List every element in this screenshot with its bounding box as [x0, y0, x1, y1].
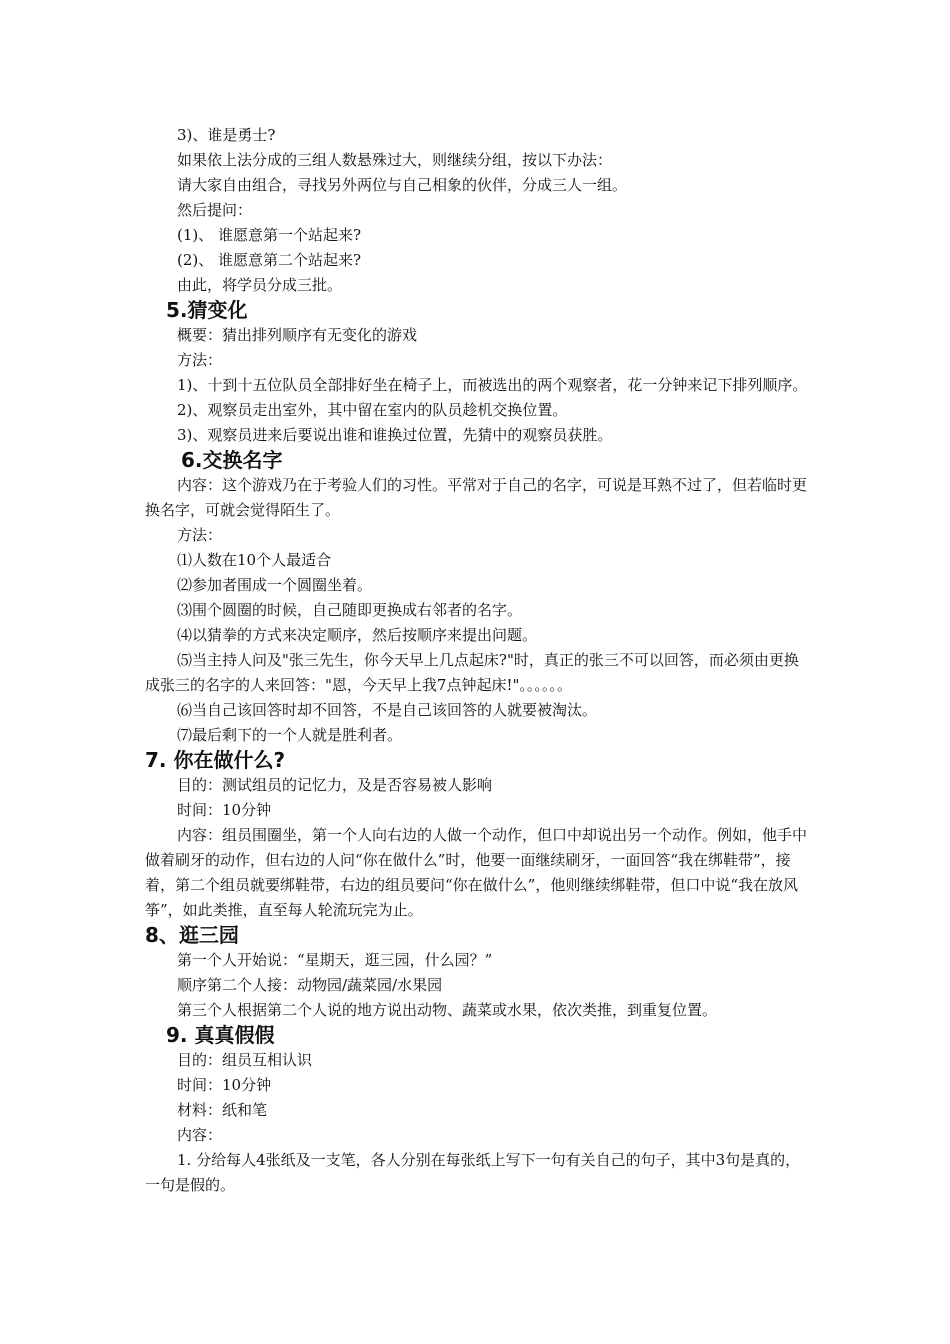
section-7 — [0, 748, 950, 923]
paragraph: 1)、十到十五位队员全部排好坐在椅子上，而被选出的两个观察者，花一分钟来记下排列顺序。 — [177, 376, 808, 394]
paragraph: 3)、谁是勇士? — [177, 126, 276, 144]
paragraph: 目的：测试组员的记忆力，及是否容易被人影响 — [177, 776, 493, 794]
paragraph: 第一个人开始说：“星期天，逛三园，什么园？” — [177, 951, 493, 969]
paragraph: 内容：这个游戏乃在于考验人们的习性。平常对于自己的名字，可说是耳熟不过了，但若临时更换名字，可就会觉得陌生了。 — [145, 476, 808, 519]
paragraph: 3)、观察员进来后要说出谁和谁换过位置，先猜中的观察员获胜。 — [177, 426, 613, 444]
paragraph: ⑸当主持人问及"张三先生，你今天早上几点起床?"时，真正的张三不可以回答，而必须由更换成张三的名字的人来回答："恩，今天早上我7点钟起床!"。。。。。。 — [145, 651, 799, 694]
paragraph: ⑷以猜拳的方式来决定顺序，然后按顺序来提出问题。 — [177, 626, 538, 644]
paragraph: ⑴人数在10个人最适合 — [177, 551, 332, 569]
paragraph: 材料：纸和笔 — [177, 1101, 268, 1119]
paragraph: ⑶围个圆圈的时候，自己随即更换成右邻者的名字。 — [177, 601, 523, 619]
section-heading: 6.交换名字 — [181, 448, 283, 472]
paragraph: 方法： — [177, 351, 223, 369]
section-heading: 7. 你在做什么? — [145, 748, 286, 772]
section-8 — [0, 923, 950, 1023]
section-4-tail — [0, 123, 950, 298]
paragraph: 时间：10分钟 — [177, 1076, 272, 1094]
paragraph: 1. 分给每人4张纸及一支笔，各人分别在每张纸上写下一句有关自己的句子，其中3句是真的，一句是假的。 — [145, 1151, 801, 1194]
paragraph: 方法： — [177, 526, 223, 544]
section-9 — [0, 1023, 950, 1198]
paragraph: ⑵参加者围成一个圆圈坐着。 — [177, 576, 373, 594]
paragraph: 请大家自由组合，寻找另外两位与自己相象的伙伴，分成三人一组。 — [177, 176, 628, 194]
paragraph: 时间：10分钟 — [177, 801, 272, 819]
paragraph: 目的：组员互相认识 — [177, 1051, 313, 1069]
paragraph: 内容：组员围圈坐，第一个人向右边的人做一个动作，但口中却说出另一个动作。例如，他手中做着刷牙的动作，但右边的人问“你在做什么”时，他要一面继续刷牙，一面回答“我在绑鞋带”，接着，第二个组员就要绑鞋带，右边的组员要问“你在做什么”，他则继续绑鞋带，但口中说“我在放风筝”，如此类推，直至每人轮流玩完为止。 — [145, 826, 808, 919]
paragraph: 内容： — [177, 1126, 223, 1144]
section-6 — [0, 448, 950, 748]
section-heading: 8、逛三园 — [145, 923, 239, 947]
paragraph: 由此，将学员分成三批。 — [177, 276, 343, 294]
paragraph: 2)、观察员走出室外，其中留在室内的队员趁机交换位置。 — [177, 401, 568, 419]
paragraph: 第三个人根据第二个人说的地方说出动物、蔬菜或水果，依次类推，到重复位置。 — [177, 1001, 718, 1019]
paragraph: ⑺最后剩下的一个人就是胜利者。 — [177, 726, 403, 744]
paragraph: 概要：猜出排列顺序有无变化的游戏 — [177, 326, 418, 344]
paragraph: ⑹当自己该回答时却不回答，不是自己该回答的人就要被淘汰。 — [177, 701, 598, 719]
paragraph: 如果依上法分成的三组人数悬殊过大，则继续分组，按以下办法： — [177, 151, 613, 169]
section-heading: 5.猜变化 — [166, 298, 248, 322]
section-heading: 9. 真真假假 — [166, 1023, 275, 1047]
paragraph: 顺序第二个人接：动物园/蔬菜园/水果园 — [177, 976, 443, 994]
paragraph: (2)、 谁愿意第二个站起来? — [177, 251, 362, 269]
paragraph: 然后提问： — [177, 201, 253, 219]
document-body — [0, 123, 950, 1198]
paragraph: (1)、 谁愿意第一个站起来? — [177, 226, 362, 244]
section-5 — [0, 298, 950, 448]
